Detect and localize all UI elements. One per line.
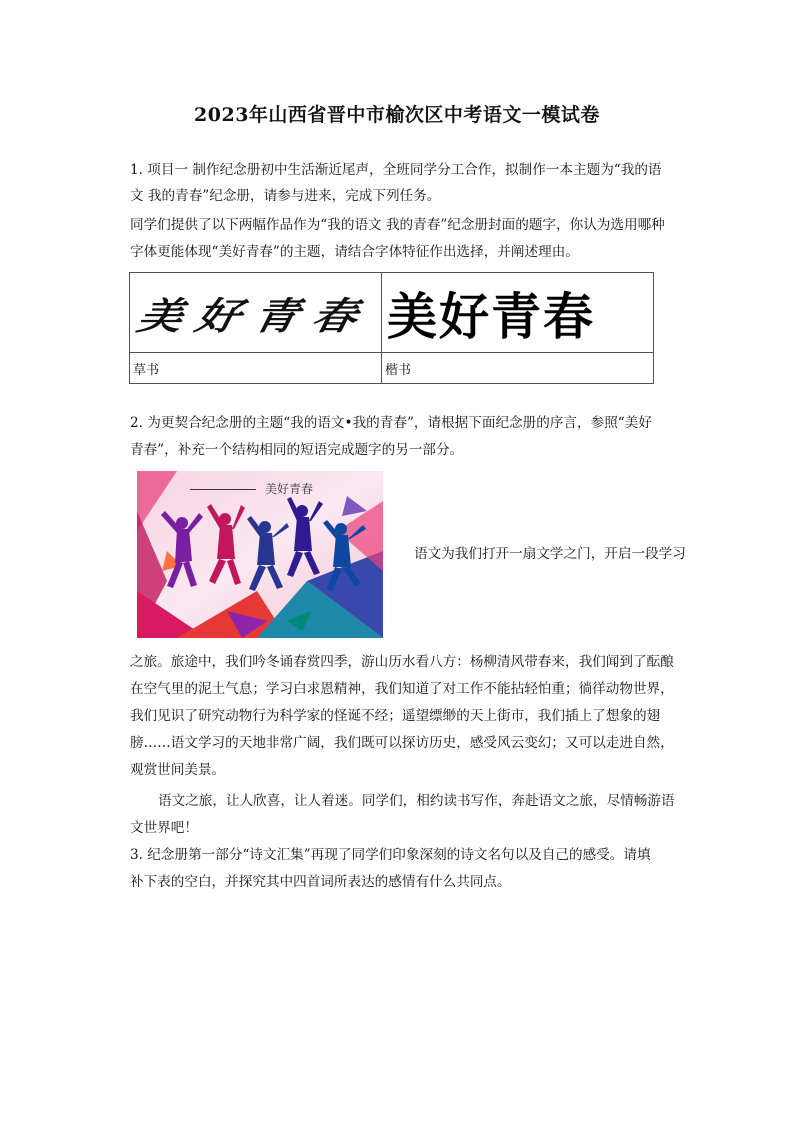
q1-line-4: 字体更能体现“美好青春”的主题，请结合字体特征作出选择，并阐述理由。 [130, 244, 579, 260]
regular-sample-cell [382, 273, 654, 353]
q3-line-2: 补下表的空白，并探究其中四首词所表达的感情有什么共同点。 [130, 874, 511, 890]
preface-line-2: 在空气里的泥土气息；学习白求恩精神，我们知道了对工作不能拈轻怕重；徜徉动物世界， [130, 681, 674, 697]
regular-label: 楷书 [382, 353, 654, 384]
calligraphy-table [129, 272, 654, 384]
regular-calligraphy: 美好青春 [387, 286, 595, 346]
q2-line-1: 2. 为更契合纪念册的主题“我的语文•我的青春”，请根据下面纪念册的序言，参照“美好 [130, 415, 652, 431]
preface-start: 语文为我们打开一扇文学之门，开启一段学习 [414, 546, 686, 562]
q1-line-3: 同学们提供了以下两幅作品作为“我的语文 我的青春”纪念册封面的题字，你认为选用哪种 [130, 217, 665, 233]
caption-blank-line [190, 489, 256, 490]
youth-jumping-image [137, 471, 383, 638]
preface-line-5: 观赏世间美景。 [130, 762, 226, 778]
q1-line-1: 1. 项目一 制作纪念册初中生活渐近尾声，全班同学分工合作，拟制作一本主题为“我的语 [130, 162, 662, 178]
preface-line-4: 膀……语文学习的天地非常广阔，我们既可以探访历史，感受风云变幻；又可以走进自然， [130, 735, 674, 751]
image-caption: 美好青春 [265, 482, 314, 496]
youth-illustration [137, 471, 383, 638]
q2-line-2: 青春”，补充一个结构相同的短语完成题字的另一部分。 [130, 442, 464, 458]
page-title: 2023年山西省晋中市榆次区中考语文一模试卷 [194, 104, 600, 126]
cursive-sample-cell [130, 273, 382, 353]
preface-line-7: 文世界吧！ [130, 820, 198, 836]
q3-line-1: 3. 纪念册第一部分“诗文汇集”再现了同学们印象深刻的诗文名句以及自己的感受。请填 [130, 847, 651, 863]
cursive-label: 草书 [130, 353, 382, 384]
q1-line-2: 文 我的青春”纪念册，请参与进来，完成下列任务。 [130, 188, 441, 204]
preface-line-3: 我们见识了研究动物行为科学家的怪诞不经；遥望缥缈的天上街市，我们插上了想象的翅 [130, 708, 661, 724]
preface-line-6: 语文之旅，让人欣喜，让人着迷。同学们，相约读书写作，奔赴语文之旅，尽情畅游语 [158, 793, 675, 809]
cursive-calligraphy: 美好青春 [133, 294, 375, 338]
preface-line-1: 之旅。旅途中，我们吟冬诵春赏四季，游山历水看八方：杨柳清风带春来，我们闻到了酝酿 [130, 654, 674, 670]
